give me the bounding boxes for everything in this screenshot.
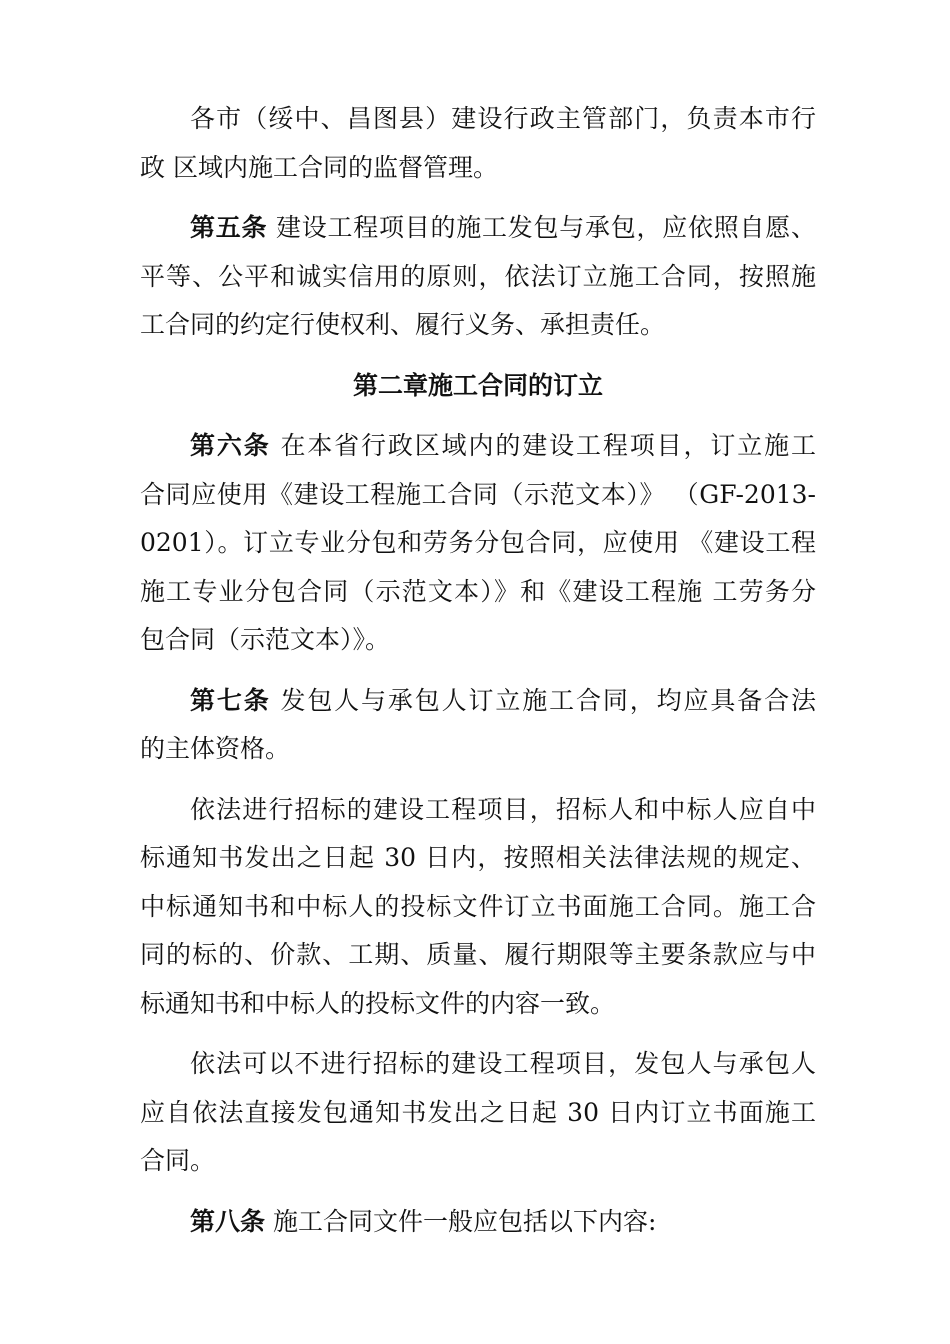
text-line: 各市（绥中、昌图县）建设行政主管部门，负责本市行 [190,104,816,133]
paragraph-admin-dept [140,95,816,192]
article-5 [140,204,816,350]
text-line: 应自依法直接发包通知书发出之日起 30 日内订立书面施工 [140,1097,816,1127]
text-line: 包合同（示范文本）》。 [140,625,391,654]
article-text: 施工合同文件一般应包括以下内容: [265,1206,657,1236]
article-label: 第五条 [190,213,268,242]
text-line: 合同。 [140,1146,216,1175]
article-text: 在本省行政区域内的建设工程项目，订立施工 [270,431,816,460]
document-page [140,95,816,1246]
text-line: 标通知书和中标人的投标文件的内容一致。 [140,988,616,1018]
article-6 [140,422,816,665]
text-line [140,1198,816,1247]
chapter-heading: 第二章施工合同的订立 [352,370,603,400]
article-7 [140,677,816,774]
text-line: 中标通知书和中标人的投标文件订立书面施工合同。施工合 [140,891,816,921]
text-line: 依法进行招标的建设工程项目，招标人和中标人应自中 [190,794,816,824]
text-line: 标通知书发出之日起 30 日内，按照相关法律法规的规定、 [140,843,816,872]
article-text: 建设工程项目的施工发包与承包，应依照自愿、 [267,213,816,242]
text-line: 依法可以不进行招标的建设工程项目，发包人与承包人 [190,1049,816,1078]
article-8 [140,1198,816,1247]
text-line: 工合同的约定行使权利、履行义务、承担责任。 [140,310,666,339]
article-label: 第八条 [190,1206,266,1236]
text-line: 合同应使用《建设工程施工合同（示范文本）》 （GF-2013- [140,479,816,509]
paragraph-tender-projects [140,786,816,1029]
text-line [140,677,816,726]
text-line [140,204,816,253]
article-label: 第六条 [190,431,271,460]
text-line [140,422,816,471]
text-line: 政 区域内施工合同的监督管理。 [140,152,498,182]
text-line: 同的标的、价款、工期、质量、履行期限等主要条款应与中 [140,940,816,969]
article-label: 第七条 [190,685,271,715]
paragraph-direct-award [140,1040,816,1186]
text-line: 平等、公平和诚实信用的原则，依法订立施工合同，按照施 [140,261,816,291]
text-line: 0201）。订立专业分包和劳务分包合同，应使用 《建设工程 [140,528,816,557]
article-text: 发包人与承包人订立施工合同，均应具备合法 [270,685,816,715]
text-line: 的主体资格。 [140,734,291,763]
text-line: 施工专业分包合同（示范文本）》和《建设工程施 工劳务分 [140,576,816,606]
